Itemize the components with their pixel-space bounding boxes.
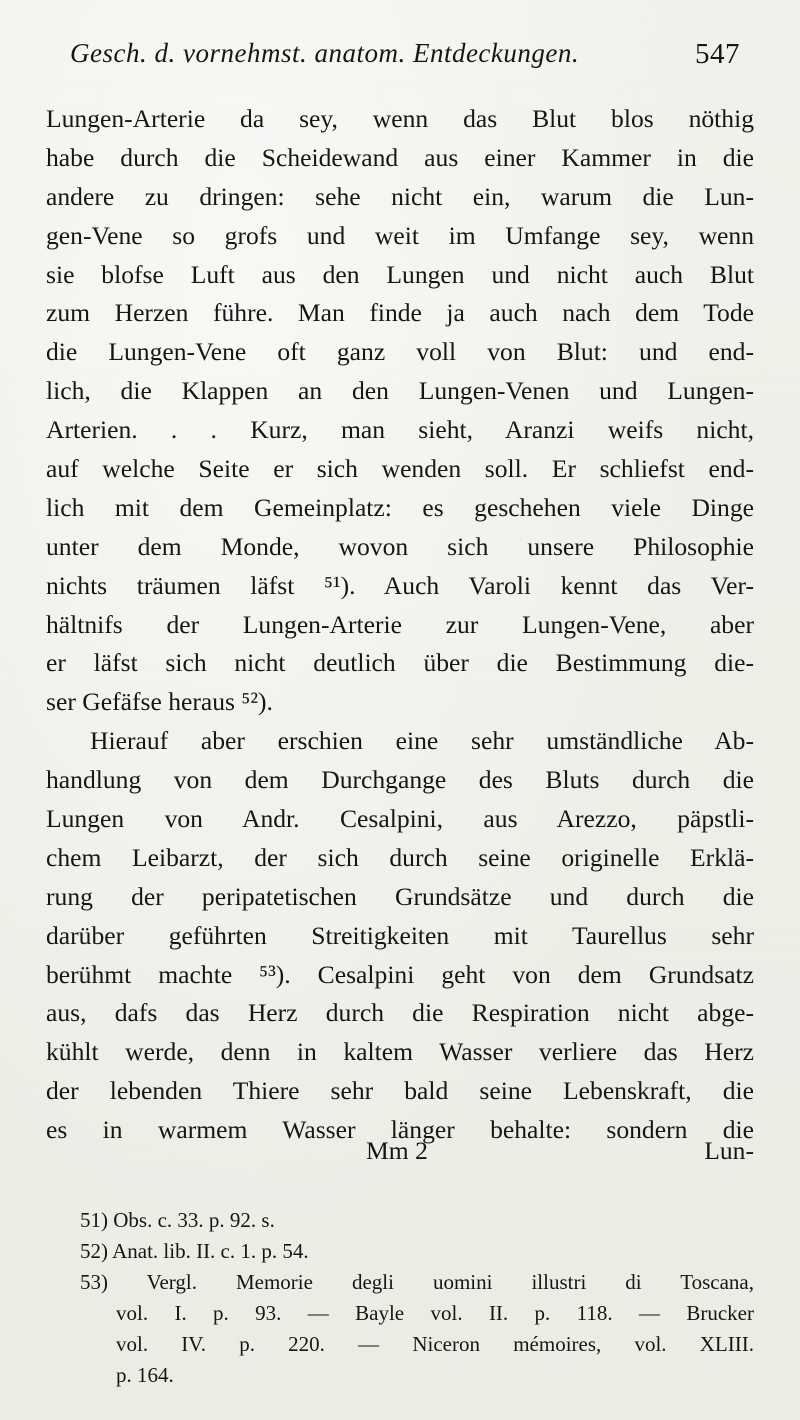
body-text: [46, 100, 754, 1150]
footnote-51: 51) Obs. c. 33. p. 92. s.: [80, 1208, 275, 1232]
text-line: habe durch die Scheidewand aus einer Kammer in die: [46, 142, 754, 172]
text-line: gen-Vene so grofs und weit im Umfange sey, wenn: [46, 220, 754, 250]
text-line: es in warmem Wasser länger behalte: sondern die: [46, 1115, 754, 1145]
text-line: hältnifs der Lungen-Arterie zur Lungen-Vene, aber: [46, 609, 754, 639]
text-line: Lungen-Arterie da sey, wenn das Blut blos nöthig: [46, 104, 754, 133]
text-line: darüber geführten Streitigkeiten mit Taurellus sehr: [46, 920, 754, 950]
text-line: andere zu dringen: sehe nicht ein, warum die Lun-: [46, 181, 754, 211]
text-line: nichts träumen läfst ⁵¹). Auch Varoli kennt das Ver-: [46, 570, 754, 600]
text-line: handlung von dem Durchgange des Bluts durch die: [46, 765, 754, 795]
signature-mark: Mm 2: [366, 1136, 428, 1165]
text-line: zum Herzen führe. Man finde ja auch nach dem Tode: [46, 298, 754, 328]
text-line: chem Leibarzt, der sich durch seine originelle Erklä-: [46, 842, 754, 872]
footnote-line: 53) Vergl. Memorie degli uomini illustri di Toscana,: [80, 1270, 754, 1294]
catchword: Lun-: [704, 1136, 754, 1165]
paragraph-start-line: Hierauf aber erschien eine sehr umständliche Ab-: [90, 726, 754, 756]
text-line: rung der peripatetischen Grundsätze und durch die: [46, 881, 754, 911]
text-line: kühlt werde, denn in kaltem Wasser verliere das Herz: [46, 1037, 754, 1067]
footnote-line: vol. I. p. 93. — Bayle vol. II. p. 118. — Brucker: [116, 1301, 754, 1325]
footnotes: [80, 1205, 754, 1391]
text-line: ser Gefäfse heraus ⁵²).: [46, 687, 273, 717]
text-line: der lebenden Thiere sehr bald seine Lebenskraft, die: [46, 1076, 754, 1106]
text-line: Arterien. . . Kurz, man sieht, Aranzi weifs nicht,: [46, 415, 754, 445]
text-line: die Lungen-Vene oft ganz voll von Blut: und end-: [46, 337, 754, 367]
footnote-line: vol. IV. p. 220. — Niceron mémoires, vol. XLIII.: [116, 1332, 754, 1356]
page-number: 547: [695, 38, 740, 70]
text-line: aus, dafs das Herz durch die Respiration nicht abge-: [46, 998, 754, 1028]
text-line: Lungen von Andr. Cesalpini, aus Arezzo, päpstli-: [46, 804, 754, 834]
footnote-line: p. 164.: [116, 1363, 174, 1387]
text-line: berühmt machte ⁵³). Cesalpini geht von dem Grundsatz: [46, 959, 754, 989]
page-foot: [46, 1136, 754, 1176]
footnote-52: 52) Anat. lib. II. c. 1. p. 54.: [80, 1239, 309, 1263]
text-line: sie blofse Luft aus den Lungen und nicht auch Blut: [46, 259, 754, 289]
text-line: lich mit dem Gemeinplatz: es geschehen viele Dinge: [46, 492, 754, 522]
footnote-53: [80, 1267, 754, 1391]
running-header: [70, 38, 740, 78]
text-line: er läfst sich nicht deutlich über die Bestimmung die-: [46, 648, 754, 678]
running-title: Gesch. d. vornehmst. anatom. Entdeckungen.: [70, 38, 580, 68]
text-line: unter dem Monde, wovon sich unsere Philosophie: [46, 531, 754, 561]
text-line: auf welche Seite er sich wenden soll. Er schliefst end-: [46, 454, 754, 484]
text-line: lich, die Klappen an den Lungen-Venen und Lungen-: [46, 376, 754, 406]
